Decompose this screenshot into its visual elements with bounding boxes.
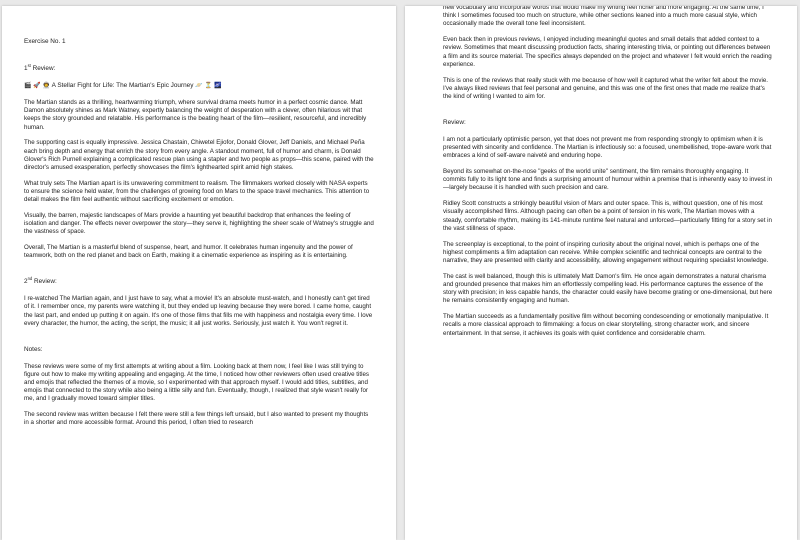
- review-title-text: A Stellar Fight for Life: The Martian's Epic Journey: [50, 82, 196, 89]
- review-paragraph: Beyond its somewhat on-the-nose "geeks of the world unite" sentiment, the film remains thoroughly engaging. It commits fully to its light tone and finds a surprising amount of humour within a premise that is inherently easy to invest in—largely because it is handled with such precision and care.: [443, 168, 773, 192]
- review1-paragraph: Overall, The Martian is a masterful blend of suspense, heart, and humor. It celebrates human ingenuity and the power of teamwork, both on the red planet and back on Earth, making it a cinematic experience as inspiring as it is entertaining.: [24, 244, 353, 260]
- notes-paragraph: This is one of the reviews that really stuck with me because of how well it captured what the writer felt about the movie. I've always liked reviews that feel personal and genuine, and this was one of the first ones that made me realize that's the kind of writing I wanted to aim for.: [443, 76, 768, 101]
- review-paragraph: The cast is well balanced, though this is ultimately Matt Damon's film. He once again demonstrates a natural charisma and grounded presence that makes him an effortlessly compelling lead. His performance captures the essence of the story with precision; in less capable hands, the character could easily have become grating or one-dimensional, but here he remains consistently engaging and human.: [443, 272, 773, 305]
- second-review-heading: [24, 278, 374, 286]
- review1-paragraph: Visually, the barren, majestic landscapes of Mars provide a haunting yet beautiful backdrop that enhances the feeling of isolation and danger. The effects never overpower the story—they serve it, highlighting the sheer scale of Watney's struggle and the vastness of space.: [24, 212, 374, 236]
- notes-paragraph: The second review was written because I felt there were still a few things left unsaid, but I also wanted to present my thoughts in a shorter and more accessible format. Around this period, I often tried to research: [24, 411, 369, 427]
- exercise-title: Exercise No. 1: [24, 38, 66, 45]
- title-emoji-suffix: 🪐 ⏳ 🌌: [195, 82, 222, 89]
- first-review-heading: [24, 62, 374, 73]
- review-paragraph: Ridley Scott constructs a strikingly beautiful vision of Mars and outer space. This is, without question, one of his most visually accomplished films. Although pacing can often be a point of tension in his work, The Martian moves with a steady, comfortable rhythm, making its 141-minute runtime feel natural and unforced—particularly fitting for a story set in the vast stillness of space.: [443, 200, 773, 232]
- notes-heading: Notes:: [24, 345, 43, 353]
- heading-label: Review:: [32, 278, 57, 286]
- heading-ordinal-suffix: nd: [27, 276, 33, 282]
- document-page-left: [2, 6, 396, 540]
- review1-paragraph: The supporting cast is equally impressive. Jessica Chastain, Chiwetel Ejiofor, Donald Glover, Jeff Daniels, and Michael Peña each bring depth and energy that enrich the story from every angle. A standout moment, full of humor and charm, is Donald Glover's Rich Purnell explaining a complicated rescue plan using a stapler and two people as props—this scene, paired with the director's amused exasperation, perfectly showcases the film's lighthearted spirit amid high stakes.: [24, 139, 374, 172]
- notes-paragraph: Even back then in previous reviews, I enjoyed including meaningful quotes and small details that added context to a review. Sometimes that meant discussing production facts, sharing interesting trivia, or pointing out differences between a film and its source material. The specifics always depended on the project and whatever I felt would enrich the reading experience.: [443, 36, 772, 68]
- notes-paragraph: new vocabulary and incorporate words that would make my writing feel richer and more engaging. At the same time, I think I sometimes focused too much on structure, while other sections leaned into a much more casual style, which occasionally made the overall tone feel inconsistent.: [443, 6, 764, 28]
- heading-number: 1: [24, 65, 28, 72]
- review1-paragraph: The Martian stands as a thrilling, heartwarming triumph, where survival drama meets humor in a perfect cosmic dance. Matt Damon absolutely shines as Mark Watney, expertly balancing the weight of desperation with a clever, often hilarious wit that keeps the story grounded and relatable. His performance is the beating heart of the film—resilient, resourceful, and incredibly human.: [24, 99, 367, 131]
- review-paragraph: I am not a particularly optimistic person, yet that does not prevent me from responding strongly to optimism when it is presented with sincerity and confidence. The Martian is infectiously so: a focused, unembellished, trope-aware work that embraces a kind of self-aware naiveté and enduring hope.: [443, 135, 772, 160]
- title-emoji-prefix: 🎬 🚀 👨‍🚀: [24, 82, 51, 89]
- review-paragraph: The Martian succeeds as a fundamentally positive film without becoming condescending or emotionally manipulative. It recalls a more classical approach to filmmaking: a focus on clear storytelling, strong character work, and sincere entertainment. In that sense, it achieves its goals with quiet confidence and considerable charm.: [443, 313, 769, 337]
- heading-ordinal-suffix: st: [27, 62, 31, 68]
- review-paragraph: The screenplay is exceptional, to the point of inspiring curiosity about the original novel, which is perhaps one of the highest compliments a film adaptation can receive. While complex scientific and technical concepts are central to the narrative, they are presented with clarity and accessibility, allowing engagement without requiring specialist knowledge.: [443, 240, 769, 265]
- heading-label: Review:: [30, 65, 56, 72]
- review2-paragraph: I re-watched The Martian again, and I just have to say, what a movie! It's an absolute must-watch, and I honestly can't get tired of it. I remember once, my parents were watching it, but they ended up leaving because they were bored. I came home, caught the last part, and ended up putting it on again. It's one of those films that fills me with happiness and nostalgia every time. I love every character, the humor, the acting, the script, the music; it all just works. Seriously, just watch it. You won't regret it.: [24, 295, 373, 327]
- document-page-right: [405, 6, 797, 540]
- heading-number: 2: [24, 278, 28, 286]
- review-title: [24, 82, 374, 90]
- notes-paragraph: These reviews were some of my first attempts at writing about a film. Looking back at them now, I feel like I was still trying to figure out how to make my writing appealing and engaging. At the time, I noticed how other reviewers often used creative titles and emojis that reflected the themes of a movie, so I experimented with that approach myself. I would add titles, subtitles, and emojis that connected to the story while also being a little silly and fun. Eventually, though, I realized that style wasn't really for me, and I gradually moved toward simpler titles.: [24, 362, 369, 403]
- review1-paragraph: What truly sets The Martian apart is its unwavering commitment to realism. The filmmakers worked closely with NASA experts to ensure the science held water, from the challenges of growing food on Mars to the space travel mechanics. This attention to detail makes the film feel authentic without sacrificing excitement or emotion.: [24, 179, 370, 204]
- review-heading: Review:: [443, 118, 466, 126]
